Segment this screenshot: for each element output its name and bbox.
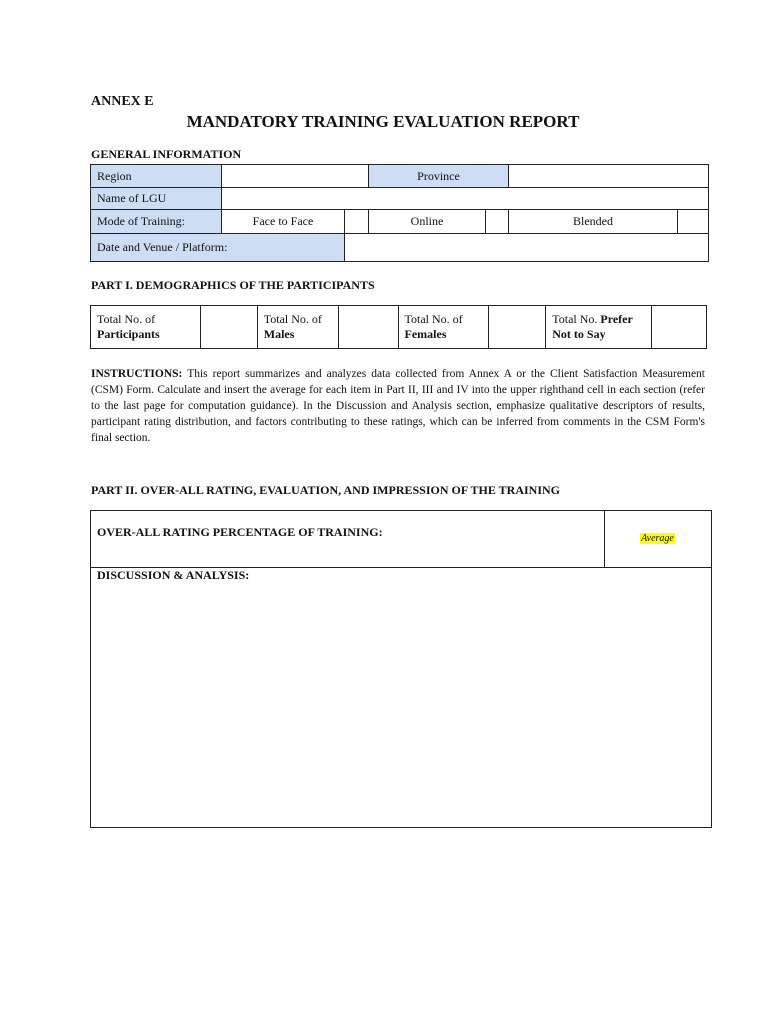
- lgu-field[interactable]: [222, 188, 709, 210]
- demographics-table: [90, 305, 707, 349]
- mode-label: Mode of Training:: [91, 210, 222, 234]
- overall-rating-label: OVER-ALL RATING PERCENTAGE OF TRAINING:: [97, 525, 383, 539]
- mode-option-online: Online: [369, 210, 486, 234]
- participants-field[interactable]: [200, 306, 257, 349]
- instructions-label: INSTRUCTIONS:: [91, 368, 183, 380]
- prefer-not-plain: Total No.: [552, 312, 598, 326]
- mode-option-blended: Blended: [509, 210, 678, 234]
- instructions-text: This report summarizes and analyzes data collected from Annex A or the Client Satisfaction Measurement (CSM) Form. Calculate and insert the average for each item in Part II, III and IV into the upper righthand cell in each section (refer to the last page for computation guidance). In the Discussion and Analysis section, emphasize qualitative descriptors of results, participant rating distribution, and factors contributing to these ratings, which can be inferred from comments in the CSM Form's final section.: [91, 368, 705, 444]
- participants-label-line2: Participants: [97, 327, 160, 341]
- average-placeholder: Average: [641, 533, 674, 544]
- blended-checkbox[interactable]: [678, 210, 709, 234]
- females-field[interactable]: [489, 306, 546, 349]
- males-field[interactable]: [338, 306, 398, 349]
- lgu-label: Name of LGU: [91, 188, 222, 210]
- general-info-table: [90, 164, 709, 262]
- annex-label: ANNEX E: [91, 94, 154, 109]
- discussion-area[interactable]: [92, 586, 708, 824]
- males-label-line2: Males: [263, 327, 295, 341]
- average-cell[interactable]: [605, 510, 710, 567]
- general-info-heading: GENERAL INFORMATION: [91, 147, 242, 161]
- province-field[interactable]: [509, 165, 709, 188]
- province-label: Province: [369, 165, 509, 188]
- prefer-not-label-line2: Not to Say: [552, 327, 606, 341]
- document-title: MANDATORY TRAINING EVALUATION REPORT: [186, 112, 580, 131]
- region-field[interactable]: [222, 165, 369, 188]
- date-venue-field[interactable]: [345, 234, 709, 262]
- part1-heading: PART I. DEMOGRAPHICS OF THE PARTICIPANTS: [91, 278, 375, 292]
- instructions-paragraph: [91, 366, 705, 446]
- prefer-not-field[interactable]: [652, 306, 707, 349]
- prefer-not-label: [546, 306, 652, 349]
- prefer-not-bold: Prefer: [600, 312, 633, 326]
- females-label-line2: Females: [404, 327, 447, 341]
- region-label: Region: [91, 165, 222, 188]
- participants-label-line1: Total No. of: [97, 312, 156, 326]
- females-label: [398, 306, 489, 349]
- online-checkbox[interactable]: [486, 210, 509, 234]
- males-label-line1: Total No. of: [263, 312, 322, 326]
- part2-heading: PART II. OVER-ALL RATING, EVALUATION, AND IMPRESSION OF THE TRAINING: [91, 483, 560, 497]
- discussion-label: DISCUSSION & ANALYSIS:: [97, 568, 250, 582]
- mode-option-face-to-face: Face to Face: [222, 210, 345, 234]
- females-label-line1: Total No. of: [404, 312, 463, 326]
- date-venue-label: Date and Venue / Platform:: [91, 234, 345, 262]
- participants-label: [91, 306, 201, 349]
- males-label: [257, 306, 338, 349]
- prefer-not-label-line1: [552, 312, 645, 327]
- face-to-face-checkbox[interactable]: [345, 210, 369, 234]
